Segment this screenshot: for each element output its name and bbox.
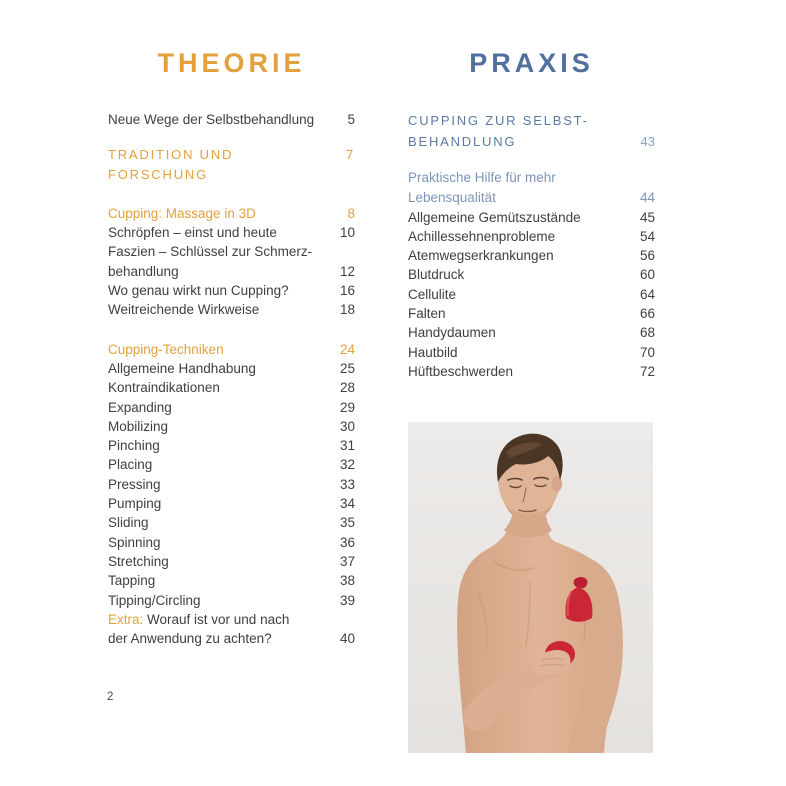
- theorie-entry-page-number: 34: [339, 496, 355, 512]
- theorie-entry: [108, 494, 355, 513]
- praxis-entry-page-number: 64: [639, 286, 655, 302]
- praxis-entry: [408, 208, 655, 227]
- theorie-entries: [108, 110, 355, 648]
- page-number: 2: [107, 691, 114, 703]
- theorie-entry-page-number: 12: [339, 263, 355, 279]
- theorie-entry: [108, 378, 355, 397]
- praxis-entry: [408, 323, 655, 342]
- theorie-entry-label: Faszien – Schlüssel zur Schmerz-: [108, 244, 313, 260]
- theorie-entry-page-number: 33: [339, 476, 355, 492]
- theorie-entry-page-number: 10: [339, 225, 355, 241]
- theorie-entry-page-number: 16: [339, 283, 355, 299]
- praxis-entry: [408, 362, 655, 381]
- theorie-entry-label: Pinching: [108, 438, 160, 454]
- theorie-entry: [108, 417, 355, 436]
- theorie-entry: [108, 513, 355, 532]
- praxis-entry-label: Cellulite: [408, 286, 457, 302]
- theorie-entry-page-number: 8: [347, 205, 355, 221]
- theorie-entry-label: Allgemeine Handhabung: [108, 360, 256, 376]
- theorie-entry: [108, 340, 355, 359]
- theorie-entry-page-number: 30: [339, 418, 355, 434]
- praxis-entry-label: Blutdruck: [408, 267, 465, 283]
- praxis-column: [408, 50, 655, 381]
- theorie-entry-label: Wo genau wirkt nun Cupping?: [108, 283, 289, 299]
- praxis-entry: [408, 168, 655, 208]
- theorie-column: [108, 50, 355, 648]
- theorie-entry-page-number: 7: [345, 147, 355, 163]
- theorie-entry-page-number: 28: [339, 380, 355, 396]
- theorie-entry-page-number: 40: [339, 631, 355, 647]
- theorie-entry-page-number: 5: [347, 112, 355, 127]
- theorie-entry-label: Placing: [108, 457, 153, 473]
- praxis-entry-page-number: 70: [639, 344, 655, 360]
- theorie-entry-label: der Anwendung zu achten?: [108, 631, 272, 647]
- praxis-entry: [408, 285, 655, 304]
- theorie-entry: [108, 359, 355, 378]
- theorie-entry-label: Spinning: [108, 534, 161, 550]
- theorie-entry: [108, 455, 355, 474]
- theorie-entry: [108, 610, 355, 649]
- praxis-entry-page-number: 43: [640, 134, 655, 149]
- praxis-entry: [408, 304, 655, 323]
- praxis-entry: [408, 110, 655, 152]
- theorie-entry-prefix: Extra:: [108, 611, 148, 627]
- theorie-entry: [108, 204, 355, 223]
- praxis-entry-page-number: 68: [639, 325, 655, 341]
- theorie-entry-page-number: 36: [339, 534, 355, 550]
- theorie-entry: [108, 436, 355, 455]
- praxis-entry-page-number: 56: [639, 248, 655, 264]
- praxis-entry-label: Achillessehnenprobleme: [408, 228, 556, 244]
- theorie-title: THEORIE: [157, 48, 306, 78]
- theorie-entry: [108, 533, 355, 552]
- praxis-entry: [408, 343, 655, 362]
- theorie-entry-page-number: 18: [339, 302, 355, 318]
- praxis-entry-label: BEHANDLUNG: [408, 134, 517, 149]
- theorie-entry-label: Cupping-Techniken: [108, 341, 224, 357]
- theorie-entry-page-number: 39: [339, 592, 355, 608]
- praxis-entry: [408, 246, 655, 265]
- theorie-entry-label: Sliding: [108, 515, 149, 531]
- theorie-entry-label: Pumping: [108, 496, 162, 512]
- theorie-entry: [108, 571, 355, 590]
- praxis-entry-label: Praktische Hilfe für mehr: [408, 170, 556, 185]
- theorie-entry-label: Neue Wege der Selbstbehandlung: [108, 112, 315, 127]
- cupping-photo-illustration: [408, 422, 653, 753]
- theorie-entry: [108, 145, 355, 184]
- praxis-entry-label: Lebensqualität: [408, 189, 496, 205]
- praxis-entry-page-number: 72: [639, 363, 655, 379]
- praxis-entry-page-number: 44: [639, 189, 655, 205]
- theorie-entry-label: Tipping/Circling: [108, 592, 201, 608]
- theorie-entry-label: Weitreichende Wirkweise: [108, 302, 260, 318]
- theorie-entry-page-number: 29: [339, 399, 355, 415]
- praxis-title: PRAXIS: [469, 48, 594, 78]
- theorie-entry-page-number: 37: [339, 553, 355, 569]
- praxis-entry: [408, 265, 655, 284]
- theorie-entry: [108, 300, 355, 319]
- praxis-entry-page-number: 60: [639, 267, 655, 283]
- theorie-entry-label: Pressing: [108, 476, 161, 492]
- theorie-entry-page-number: 35: [339, 515, 355, 531]
- theorie-entry-label: Schröpfen – einst und heute: [108, 225, 277, 241]
- theorie-entry-label: Stretching: [108, 553, 169, 569]
- praxis-entry-page-number: 66: [639, 306, 655, 322]
- theorie-entry: [108, 552, 355, 571]
- praxis-entry-page-number: 54: [639, 228, 655, 244]
- praxis-entries: [408, 110, 655, 381]
- praxis-entry-label: Hautbild: [408, 344, 458, 360]
- theorie-entry-page-number: 32: [339, 457, 355, 473]
- theorie-entry: [108, 398, 355, 417]
- theorie-entry: [108, 281, 355, 300]
- praxis-entry-label: Atemwegserkrankungen: [408, 248, 554, 264]
- theorie-entry: [108, 110, 355, 129]
- theorie-entry-page-number: 25: [339, 360, 355, 376]
- theorie-entry: [108, 223, 355, 242]
- cupping-photo: [408, 422, 653, 753]
- praxis-entry-page-number: 45: [639, 209, 655, 225]
- theorie-entry-page-number: 31: [339, 438, 355, 454]
- theorie-entry: [108, 242, 355, 281]
- theorie-entry-label: behandlung: [108, 263, 179, 279]
- praxis-entry-label: Allgemeine Gemütszustände: [408, 209, 581, 225]
- theorie-entry: [108, 475, 355, 494]
- praxis-entry-label: Handydaumen: [408, 325, 496, 341]
- theorie-entry-label: Expanding: [108, 399, 172, 415]
- theorie-entry-label: Tapping: [108, 573, 156, 589]
- theorie-entry-label: Cupping: Massage in 3D: [108, 205, 256, 221]
- praxis-entry: [408, 227, 655, 246]
- theorie-entry-label: Extra: Worauf ist vor und nach: [108, 611, 290, 627]
- theorie-entry-page-number: 24: [339, 341, 355, 357]
- praxis-entry-label: Hüftbeschwerden: [408, 363, 514, 379]
- theorie-entry-label: Kontraindikationen: [108, 380, 220, 396]
- praxis-entry-label: Falten: [408, 306, 446, 322]
- praxis-entry-label: CUPPING ZUR SELBST-: [408, 113, 589, 128]
- theorie-entry-label: TRADITION UND FORSCHUNG: [108, 147, 234, 182]
- theorie-entry-page-number: 38: [339, 573, 355, 589]
- theorie-entry-label: Mobilizing: [108, 418, 169, 434]
- theorie-entry: [108, 591, 355, 610]
